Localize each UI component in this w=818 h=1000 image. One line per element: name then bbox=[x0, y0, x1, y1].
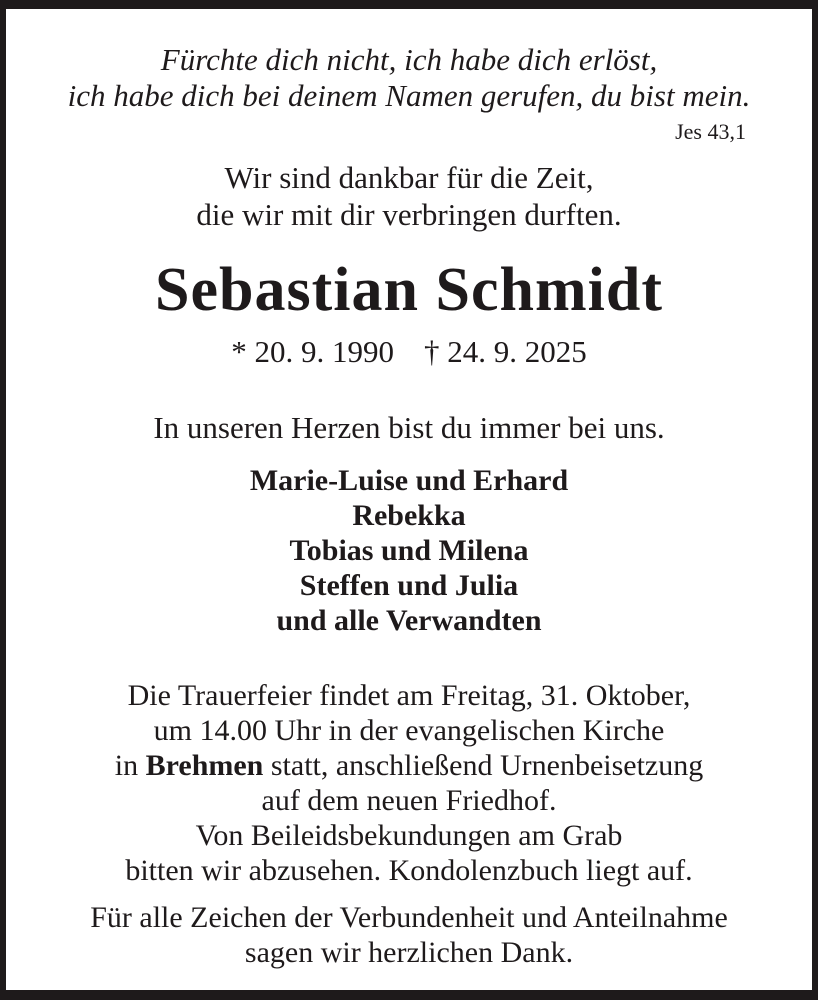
funeral-details-line-3-pre: in bbox=[114, 749, 146, 782]
funeral-details bbox=[0, 678, 818, 888]
mourner-line: Rebekka bbox=[352, 499, 466, 532]
funeral-details-line-3 bbox=[0, 748, 818, 783]
funeral-details-line-1: Die Trauerfeier findet am Freitag, 31. Oktober, bbox=[127, 679, 691, 712]
thanks-text bbox=[0, 900, 818, 970]
deceased-name: Sebastian Schmidt bbox=[155, 256, 663, 324]
mourner-line: Tobias und Milena bbox=[289, 534, 529, 567]
gratitude-text-line-2: die wir mit dir verbringen durften. bbox=[196, 197, 622, 232]
remembrance-line: In unseren Herzen bist du immer bei uns. bbox=[153, 410, 665, 445]
life-dates bbox=[0, 333, 818, 371]
gratitude-text bbox=[0, 159, 818, 233]
mourners-list bbox=[0, 463, 818, 638]
mourner-line: Steffen und Julia bbox=[299, 569, 519, 602]
funeral-details-line-3-post: statt, anschließend Urnenbeisetzung bbox=[263, 749, 704, 782]
gratitude-text-line-1: Wir sind dankbar für die Zeit, bbox=[224, 160, 594, 195]
mourner-line: und alle Verwandten bbox=[276, 604, 542, 637]
mourner-line: Marie-Luise und Erhard bbox=[249, 464, 569, 497]
thanks-text-line-1: Für alle Zeichen der Verbundenheit und Anteilnahme bbox=[90, 901, 728, 934]
funeral-details-line-5: Von Beileidsbekundungen am Grab bbox=[195, 819, 623, 852]
thanks-text-line-2: sagen wir herzlichen Dank. bbox=[244, 936, 574, 969]
scripture-reference: Jes 43,1 bbox=[675, 119, 746, 144]
scripture-quote bbox=[0, 42, 818, 114]
funeral-details-line-4: auf dem neuen Friedhof. bbox=[261, 784, 557, 817]
death-date: † 24. 9. 2025 bbox=[424, 334, 587, 369]
funeral-details-line-6: bitten wir abzusehen. Kondolenzbuch liegt auf. bbox=[125, 854, 693, 887]
funeral-place: Brehmen bbox=[145, 749, 264, 782]
birth-date: * 20. 9. 1990 bbox=[231, 334, 394, 369]
funeral-details-line-2: um 14.00 Uhr in der evangelischen Kirche bbox=[153, 714, 665, 747]
scripture-quote-line-1: Fürchte dich nicht, ich habe dich erlöst, bbox=[160, 42, 658, 77]
scripture-quote-line-2: ich habe dich bei deinem Namen gerufen, du bist mein. bbox=[67, 78, 751, 113]
